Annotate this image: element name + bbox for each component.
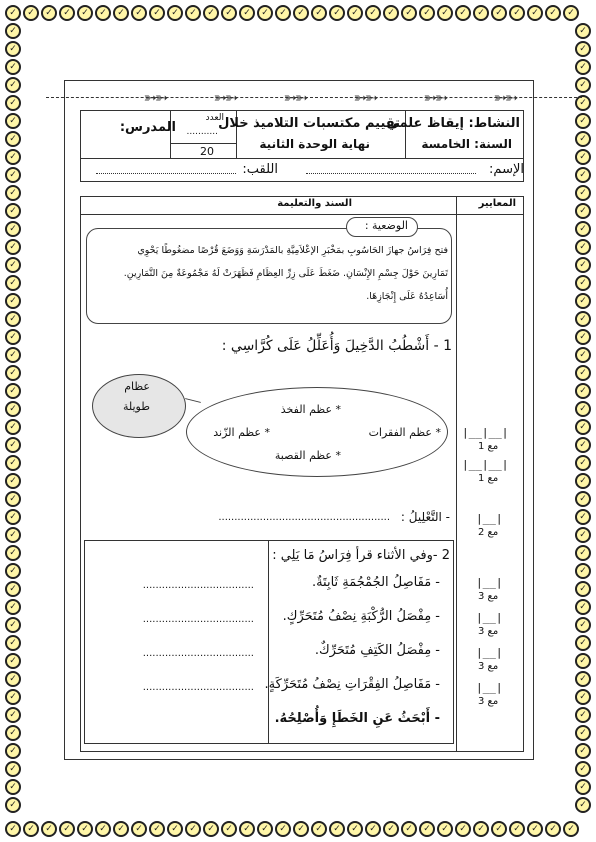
- ring-icon: ✓: [419, 821, 435, 837]
- ring-icon: ✓: [5, 545, 21, 561]
- ring-icon: ✓: [575, 491, 591, 507]
- situation-text-line1: فتح فِرَاسُ جهازَ الحَاسُوبِ بمَخْبَرِ الإعْلاَمِيَّةِ بالمَدْرَسَةِ وَوَضَعَ قُرْصًا مضغُوطًا يَحْوِي: [137, 245, 448, 256]
- decorative-border-right: [574, 22, 592, 814]
- exam-title-line2: نهاية الوحدة الثانية: [259, 137, 370, 151]
- ring-icon: ✓: [575, 581, 591, 597]
- ring-icon: ✓: [5, 23, 21, 39]
- ring-icon: ✓: [491, 5, 507, 21]
- ring-icon: ✓: [575, 329, 591, 345]
- ring-icon: ✓: [575, 671, 591, 687]
- score-box-1b: |__|__|: [462, 458, 509, 471]
- score-box-3b: |__|: [476, 611, 503, 624]
- ring-icon: ✓: [575, 77, 591, 93]
- ring-icon: ✓: [167, 821, 183, 837]
- ring-icon: ✓: [575, 527, 591, 543]
- grade-value: ...........: [186, 127, 218, 137]
- ring-icon: ✓: [221, 821, 237, 837]
- ring-icon: ✓: [5, 365, 21, 381]
- ring-icon: ✓: [575, 365, 591, 381]
- ring-icon: ✓: [527, 5, 543, 21]
- ring-icon: ✓: [365, 5, 381, 21]
- question1-text: 1 - أَشْطُبُ الدَّخِيلَ وَأُعَلِّلُ عَلَى كُرَّاسِي :: [221, 338, 452, 354]
- ring-icon: ✓: [5, 203, 21, 219]
- year-label: السنة: الخامسة: [421, 137, 512, 151]
- ring-icon: ✓: [5, 527, 21, 543]
- ring-icon: ✓: [5, 275, 21, 291]
- ring-icon: ✓: [575, 95, 591, 111]
- ring-icon: ✓: [575, 599, 591, 615]
- ring-icon: ✓: [311, 821, 327, 837]
- ring-icon: ✓: [575, 239, 591, 255]
- ring-icon: ✓: [5, 131, 21, 147]
- ring-icon: ✓: [23, 5, 39, 21]
- ring-icon: ✓: [5, 41, 21, 57]
- criterion-mc2: مع 2: [478, 527, 499, 538]
- grade-label: العدد: [205, 113, 224, 123]
- statement-vertebrae: - مَفَاصِلُ الفِقْرَاتِ نِصْفُ مُتَحَرِّكَةٍ.: [264, 677, 440, 692]
- arrow-icon: ➳➳: [353, 87, 377, 107]
- ring-icon: ✓: [347, 821, 363, 837]
- bone-item-tibia: * عظم القصبة: [274, 449, 341, 462]
- decorative-border-bottom: [4, 820, 580, 838]
- ring-icon: ✓: [491, 821, 507, 837]
- ring-icon: ✓: [383, 821, 399, 837]
- ring-icon: ✓: [5, 671, 21, 687]
- ring-icon: ✓: [5, 5, 21, 21]
- ring-icon: ✓: [329, 5, 345, 21]
- ring-icon: ✓: [473, 821, 489, 837]
- ring-icon: ✓: [5, 725, 21, 741]
- ring-icon: ✓: [293, 5, 309, 21]
- ring-icon: ✓: [575, 401, 591, 417]
- name-label: الإسم:: [489, 162, 524, 177]
- ring-icon: ✓: [5, 95, 21, 111]
- answer-dots-skull: ...................................: [142, 580, 254, 591]
- ring-icon: ✓: [131, 5, 147, 21]
- ring-icon: ✓: [575, 203, 591, 219]
- ring-icon: ✓: [575, 131, 591, 147]
- ring-icon: ✓: [275, 5, 291, 21]
- ring-icon: ✓: [473, 5, 489, 21]
- situation-label: الوضعية :: [364, 219, 408, 232]
- ring-icon: ✓: [575, 689, 591, 705]
- surname-label: اللقب:: [242, 162, 278, 177]
- situation-text-line3: أُسَاعِدُهُ عَلَى إِنْجَازِهَا.: [366, 291, 448, 302]
- score-box-3d: |__|: [476, 681, 503, 694]
- ring-icon: ✓: [5, 113, 21, 129]
- ring-icon: ✓: [575, 41, 591, 57]
- ring-icon: ✓: [5, 509, 21, 525]
- surname-dots: [96, 173, 236, 174]
- name-dots: [306, 173, 476, 174]
- ring-icon: ✓: [5, 419, 21, 435]
- ring-icon: ✓: [5, 653, 21, 669]
- ring-icon: ✓: [575, 617, 591, 633]
- ring-icon: ✓: [575, 221, 591, 237]
- criterion-mc1-b: مع 1: [478, 473, 499, 484]
- ring-icon: ✓: [575, 23, 591, 39]
- score-box-3c: |__|: [476, 646, 503, 659]
- ring-icon: ✓: [575, 113, 591, 129]
- ring-icon: ✓: [383, 5, 399, 21]
- grade-total: 20: [200, 145, 214, 158]
- ring-icon: ✓: [5, 257, 21, 273]
- score-box-3a: |__|: [476, 576, 503, 589]
- ring-icon: ✓: [5, 473, 21, 489]
- ring-icon: ✓: [293, 821, 309, 837]
- activity-label: النشاط: إيقاظ علمي: [386, 116, 520, 131]
- ring-icon: ✓: [509, 821, 525, 837]
- ring-icon: ✓: [59, 5, 75, 21]
- ring-icon: ✓: [401, 821, 417, 837]
- ring-icon: ✓: [5, 563, 21, 579]
- ring-icon: ✓: [575, 473, 591, 489]
- ring-icon: ✓: [257, 5, 273, 21]
- ring-icon: ✓: [149, 821, 165, 837]
- ring-icon: ✓: [77, 5, 93, 21]
- criterion-mc3-b: مع 3: [478, 626, 499, 637]
- statement-knee: - مِفْصَلُ الرُّكْبَةِ نِصْفُ مُتَحَرِّكٍ.: [282, 609, 440, 624]
- ring-icon: ✓: [575, 185, 591, 201]
- ring-icon: ✓: [575, 797, 591, 813]
- ring-icon: ✓: [5, 491, 21, 507]
- arrow-icon: ➳➳: [283, 87, 307, 107]
- ring-icon: ✓: [59, 821, 75, 837]
- ring-icon: ✓: [5, 329, 21, 345]
- arrow-icon: ➳➳: [143, 87, 167, 107]
- ring-icon: ✓: [5, 617, 21, 633]
- ring-icon: ✓: [575, 293, 591, 309]
- answer-dots-shoulder: ...................................: [142, 648, 254, 659]
- ring-icon: ✓: [5, 455, 21, 471]
- ring-icon: ✓: [563, 5, 579, 21]
- ring-icon: ✓: [347, 5, 363, 21]
- ring-icon: ✓: [5, 821, 21, 837]
- ring-icon: ✓: [575, 437, 591, 453]
- situation-text-line2: تَمَارِينَ حَوْلَ جِسْمِ الإِنْسَانِ. ضَغَطَ عَلَى زِرِّ العِظَامِ فَظَهَرَتْ لَهُ مَجْمُوعَةٌ مِنَ التَّمَارِينِ.: [123, 268, 448, 279]
- justify-dots: ......................................................: [218, 512, 390, 523]
- ring-icon: ✓: [95, 5, 111, 21]
- small-bubble-line2: طويلة: [122, 400, 150, 413]
- ring-icon: ✓: [185, 821, 201, 837]
- ring-icon: ✓: [23, 821, 39, 837]
- exam-title-line1: تقييم مكتسبات التلاميذ خلال: [218, 116, 400, 131]
- question2-intro: 2 -وفي الأثناء قرأ فِرَاسُ مَا يَلِي :: [272, 548, 450, 563]
- criterion-mc3-c: مع 3: [478, 661, 499, 672]
- arrow-icon: ➳➳: [493, 87, 517, 107]
- arrow-icon: ➳➳: [213, 87, 237, 107]
- ring-icon: ✓: [5, 167, 21, 183]
- ring-icon: ✓: [575, 761, 591, 777]
- ring-icon: ✓: [575, 383, 591, 399]
- ring-icon: ✓: [575, 167, 591, 183]
- ring-icon: ✓: [5, 311, 21, 327]
- ring-icon: ✓: [167, 5, 183, 21]
- ring-icon: ✓: [575, 707, 591, 723]
- ring-icon: ✓: [149, 5, 165, 21]
- ring-icon: ✓: [185, 5, 201, 21]
- ring-icon: ✓: [545, 5, 561, 21]
- ring-icon: ✓: [575, 455, 591, 471]
- ring-icon: ✓: [311, 5, 327, 21]
- ring-icon: ✓: [77, 821, 93, 837]
- statement-skull: - مَفَاصِلُ الجُمْجُمَةِ ثَابِتَةٌ.: [311, 575, 440, 590]
- ring-icon: ✓: [5, 779, 21, 795]
- ring-icon: ✓: [563, 821, 579, 837]
- ring-icon: ✓: [575, 509, 591, 525]
- ring-icon: ✓: [5, 383, 21, 399]
- answer-dots-knee: ...................................: [142, 614, 254, 625]
- score-box-1a: |__|__|: [462, 426, 509, 439]
- ring-icon: ✓: [401, 5, 417, 21]
- ring-icon: ✓: [5, 635, 21, 651]
- ring-icon: ✓: [575, 779, 591, 795]
- ring-icon: ✓: [509, 5, 525, 21]
- bone-item-ulna: * عظم الزّند: [213, 426, 270, 439]
- ring-icon: ✓: [95, 821, 111, 837]
- justify-label: - التَّعْلِيلُ :: [400, 510, 450, 524]
- ring-icon: ✓: [113, 821, 129, 837]
- ring-icon: ✓: [437, 5, 453, 21]
- ring-icon: ✓: [575, 347, 591, 363]
- ring-icon: ✓: [5, 707, 21, 723]
- teacher-label: المدرس:: [119, 120, 176, 135]
- ring-icon: ✓: [575, 275, 591, 291]
- ring-icon: ✓: [5, 581, 21, 597]
- small-bubble-line1: عظام: [124, 380, 150, 393]
- ring-icon: ✓: [5, 149, 21, 165]
- ring-icon: ✓: [5, 59, 21, 75]
- ring-icon: ✓: [5, 797, 21, 813]
- ring-icon: ✓: [5, 347, 21, 363]
- decorative-border-top: [4, 4, 580, 22]
- ring-icon: ✓: [575, 545, 591, 561]
- score-box-2: |__|: [476, 512, 503, 525]
- ring-icon: ✓: [575, 419, 591, 435]
- statement-shoulder: - مِفْصَلُ الكَتِفِ مُتَحَرِّكٌ.: [314, 643, 440, 658]
- ring-icon: ✓: [455, 821, 471, 837]
- ring-icon: ✓: [5, 221, 21, 237]
- criterion-mc3-d: مع 3: [478, 696, 499, 707]
- ring-icon: ✓: [5, 743, 21, 759]
- ring-icon: ✓: [5, 401, 21, 417]
- ring-icon: ✓: [575, 743, 591, 759]
- ring-icon: ✓: [275, 821, 291, 837]
- ring-icon: ✓: [575, 257, 591, 273]
- find-error-instruction: - أَبْحَثُ عَنِ الخَطَإِ وَأُصْلِحُهُ.: [274, 711, 440, 726]
- ring-icon: ✓: [113, 5, 129, 21]
- bone-item-femur: * عظم الفخذ: [280, 403, 341, 416]
- ring-icon: ✓: [575, 635, 591, 651]
- ring-icon: ✓: [545, 821, 561, 837]
- ring-icon: ✓: [5, 437, 21, 453]
- ring-icon: ✓: [5, 185, 21, 201]
- ring-icon: ✓: [419, 5, 435, 21]
- ring-icon: ✓: [455, 5, 471, 21]
- arrow-icon: ➳➳: [423, 87, 447, 107]
- ring-icon: ✓: [5, 689, 21, 705]
- criteria-header: المعايير: [478, 198, 516, 209]
- ring-icon: ✓: [239, 821, 255, 837]
- ring-icon: ✓: [437, 821, 453, 837]
- ring-icon: ✓: [41, 5, 57, 21]
- decorative-border-left: [4, 22, 22, 814]
- ring-icon: ✓: [41, 821, 57, 837]
- ring-icon: ✓: [203, 5, 219, 21]
- answer-dots-vertebrae: ...................................: [142, 682, 254, 693]
- ring-icon: ✓: [527, 821, 543, 837]
- ring-icon: ✓: [5, 77, 21, 93]
- ring-icon: ✓: [5, 761, 21, 777]
- ring-icon: ✓: [239, 5, 255, 21]
- ring-icon: ✓: [575, 149, 591, 165]
- ring-icon: ✓: [257, 821, 273, 837]
- ring-icon: ✓: [575, 653, 591, 669]
- ring-icon: ✓: [575, 311, 591, 327]
- criterion-mc3-a: مع 3: [478, 591, 499, 602]
- bone-item-vertebrae: * عظم الفقرات: [368, 426, 441, 439]
- ring-icon: ✓: [575, 59, 591, 75]
- ring-icon: ✓: [221, 5, 237, 21]
- ring-icon: ✓: [575, 725, 591, 741]
- ring-icon: ✓: [365, 821, 381, 837]
- ring-icon: ✓: [131, 821, 147, 837]
- ring-icon: ✓: [5, 293, 21, 309]
- criterion-mc1-a: مع 1: [478, 441, 499, 452]
- ring-icon: ✓: [575, 563, 591, 579]
- content-header: السند والتعليمة: [277, 198, 352, 209]
- ring-icon: ✓: [329, 821, 345, 837]
- ring-icon: ✓: [5, 239, 21, 255]
- ring-icon: ✓: [5, 599, 21, 615]
- ring-icon: ✓: [203, 821, 219, 837]
